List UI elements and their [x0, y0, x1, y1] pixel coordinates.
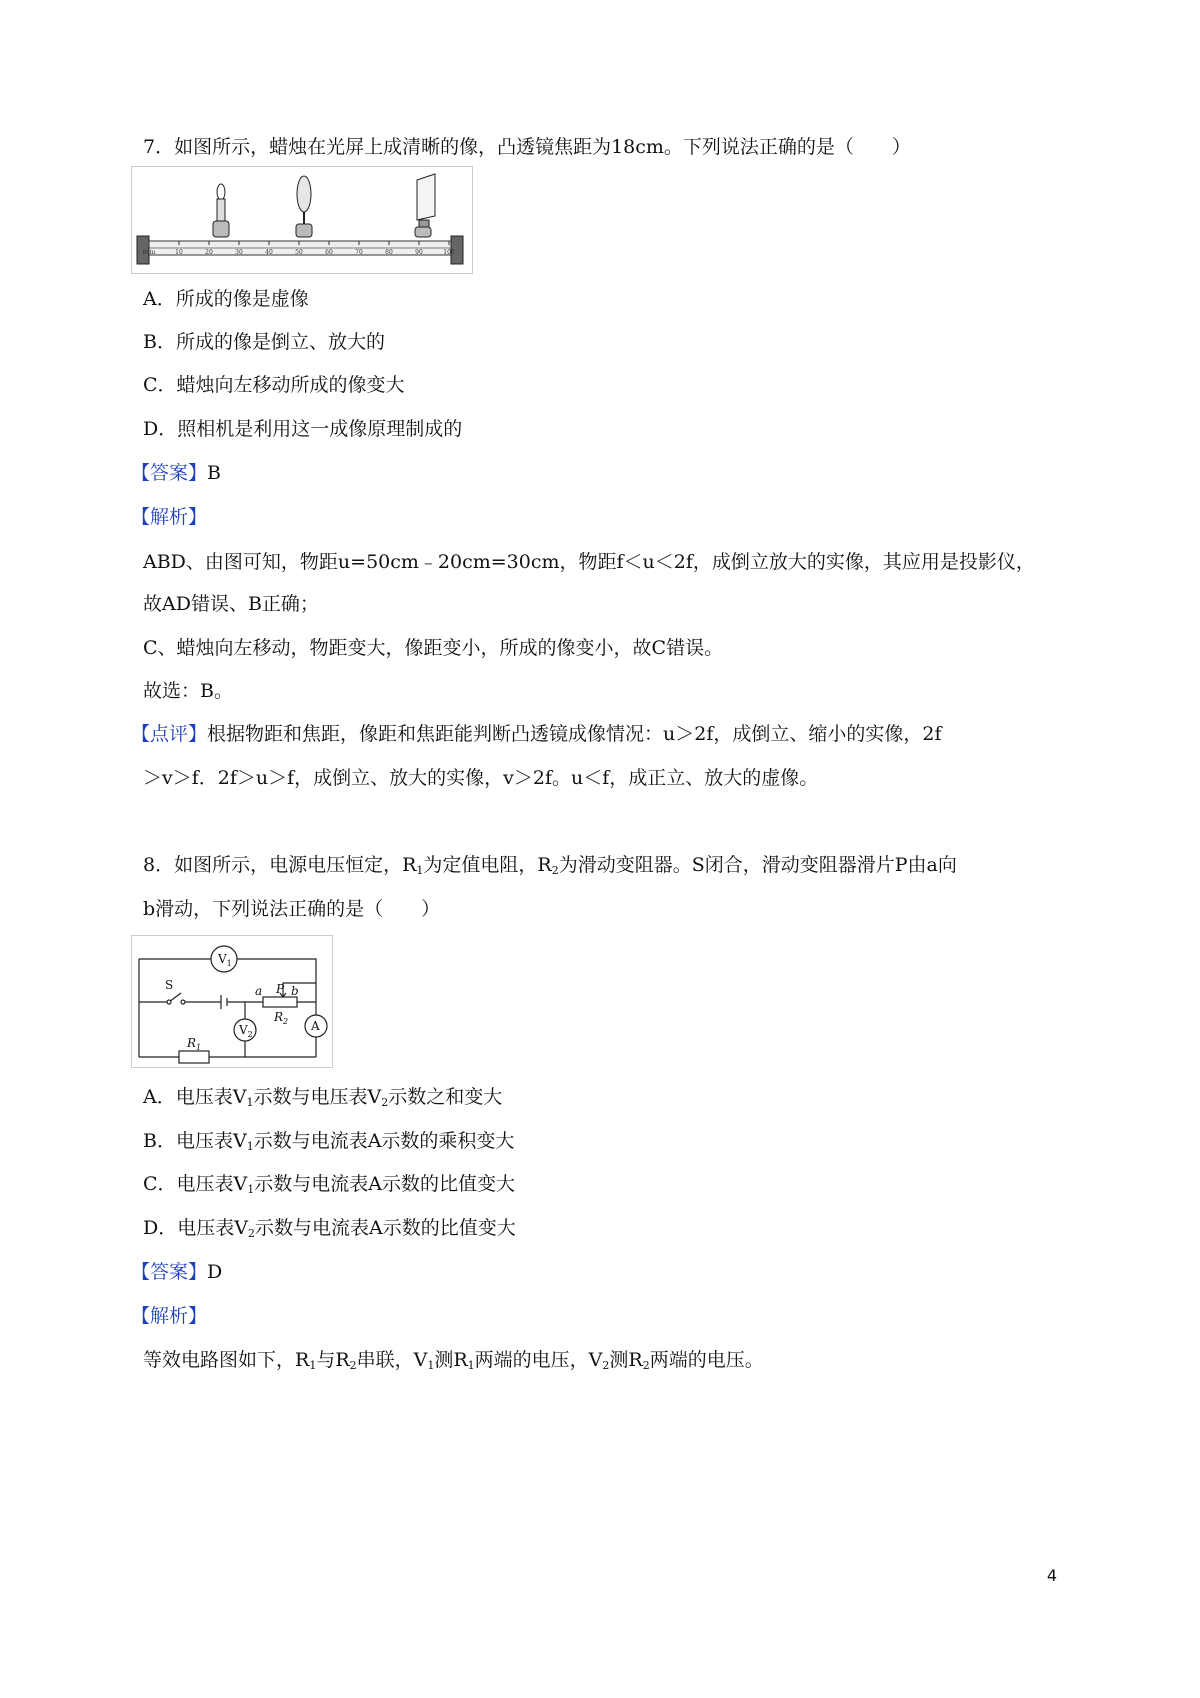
subscript: 1	[416, 864, 424, 877]
comment-text-1: 根据物距和焦距，像距和焦距能判断凸透镜成像情况：u＞2f，成倒立、缩小的实像，2f	[207, 723, 942, 745]
ruler-tick-label: 0cm	[142, 249, 156, 256]
q7-comment-line-1	[131, 721, 942, 747]
q7-option-c: C．蜡烛向左移动所成的像变大	[143, 374, 405, 396]
switch-label: S	[165, 978, 174, 992]
q7-option-a: A．所成的像是虚像	[143, 288, 309, 310]
option-text: A．电压表V	[143, 1086, 247, 1108]
analysis-text: 测R	[609, 1349, 643, 1371]
stem-text: 为定值电阻，R	[423, 854, 552, 876]
q8-option-d	[143, 1215, 516, 1247]
q8-answer	[131, 1259, 222, 1285]
q8-analysis-line-1	[143, 1347, 764, 1379]
ruler-tick-label: 60	[325, 249, 333, 256]
q8-option-b	[143, 1128, 514, 1160]
point-a-label: a	[255, 984, 263, 998]
subscript: 1	[427, 1359, 435, 1372]
stem-text: 8．如图所示，电源电压恒定，R	[143, 854, 417, 876]
slider-p-label: P	[276, 982, 285, 996]
ruler-tick-label: 100	[443, 249, 455, 256]
ruler-tick-label: 20	[205, 249, 213, 256]
option-text: 示数之和变大	[388, 1086, 503, 1108]
q8-option-a	[143, 1084, 502, 1116]
subscript: 1	[246, 1140, 254, 1153]
q7-option-b: B．所成的像是倒立、放大的	[143, 331, 385, 353]
subscript: 2	[551, 864, 559, 877]
ruler-tick-label: 80	[385, 249, 393, 256]
q7-comment-line-2: ＞v＞f．2f＞u＞f，成倒立、放大的实像，v＞2f。u＜f，成正立、放大的虚像。	[143, 767, 819, 789]
ruler-tick-label: 10	[175, 249, 183, 256]
analysis-text: 与R	[316, 1349, 350, 1371]
r1-label: $R_1$	[187, 1036, 202, 1052]
subscript: 1	[246, 1096, 254, 1109]
subscript: 1	[309, 1359, 317, 1372]
q8-analysis-label: 【解析】	[131, 1305, 208, 1327]
q7-optical-bench-figure	[131, 166, 473, 274]
q7-option-d: D．照相机是利用这一成像原理制成的	[143, 418, 463, 440]
analysis-text: 两端的电压，V	[474, 1349, 603, 1371]
option-text: 示数与电压表V	[253, 1086, 382, 1108]
analysis-text: 两端的电压。	[649, 1349, 764, 1371]
subscript: 2	[602, 1359, 610, 1372]
ruler-tick-label: 40	[265, 249, 273, 256]
q7-analysis-line-3: C、蜡烛向左移动，物距变大，像距变小，所成的像变小，故C错误。	[143, 637, 724, 659]
q7-analysis-label: 【解析】	[131, 506, 208, 528]
q7-answer	[131, 460, 221, 486]
analysis-text: 测R	[434, 1349, 468, 1371]
v2-meter-label: $V_2$	[239, 1023, 253, 1039]
q7-analysis-line-1: ABD、由图可知，物距u=50cm﹣20cm=30cm，物距f＜u＜2f，成倒立放大的实像，其应用是投影仪，	[143, 551, 1035, 573]
option-text: B．电压表V	[143, 1130, 247, 1152]
option-text: 示数与电流表A示数的乘积变大	[253, 1130, 515, 1152]
subscript: 2	[381, 1096, 389, 1109]
comment-label: 【点评】	[131, 723, 208, 745]
subscript: 2	[642, 1359, 650, 1372]
option-text: 示数与电流表A示数的比值变大	[254, 1217, 516, 1239]
analysis-text: 等效电路图如下，R	[143, 1349, 310, 1371]
option-text: 示数与电流表A示数的比值变大	[254, 1173, 515, 1195]
subscript: 2	[349, 1359, 357, 1372]
stem-text: 为滑动变阻器。S闭合，滑动变阻器滑片P由a向	[558, 854, 957, 876]
answer-label: 【答案】	[131, 462, 208, 484]
answer-value: B	[207, 462, 221, 484]
ruler-tick-label: 30	[235, 249, 243, 256]
q7-analysis-line-2: 故AD错误、B正确；	[143, 593, 319, 615]
subscript: 2	[247, 1227, 255, 1240]
ruler-tick-label: 50	[295, 249, 303, 256]
ruler-tick-label: 70	[355, 249, 363, 256]
q8-stem-line-1	[143, 852, 957, 884]
v1-meter-label: $V_1$	[218, 952, 232, 968]
q7-analysis-line-4: 故选：B。	[143, 680, 233, 702]
ruler-tick-label: 90	[415, 249, 423, 256]
q8-circuit-figure	[131, 935, 333, 1068]
q8-stem-line-2: b滑动，下列说法正确的是（ ）	[143, 898, 441, 920]
page-number: 4	[1046, 1566, 1057, 1585]
q7-stem: 7．如图所示，蜡烛在光屏上成清晰的像，凸透镜焦距为18cm。下列说法正确的是（ ）	[143, 136, 911, 158]
r2-label: $R_2$	[274, 1010, 289, 1026]
q8-option-c	[143, 1171, 515, 1203]
subscript: 1	[247, 1183, 255, 1196]
answer-value: D	[207, 1261, 223, 1283]
option-text: D．电压表V	[143, 1217, 248, 1239]
answer-label: 【答案】	[131, 1261, 208, 1283]
point-b-label: b	[291, 984, 299, 998]
option-text: C．电压表V	[143, 1173, 248, 1195]
subscript: 1	[467, 1359, 475, 1372]
ammeter-label: A	[311, 1019, 320, 1033]
analysis-text: 串联，V	[356, 1349, 428, 1371]
